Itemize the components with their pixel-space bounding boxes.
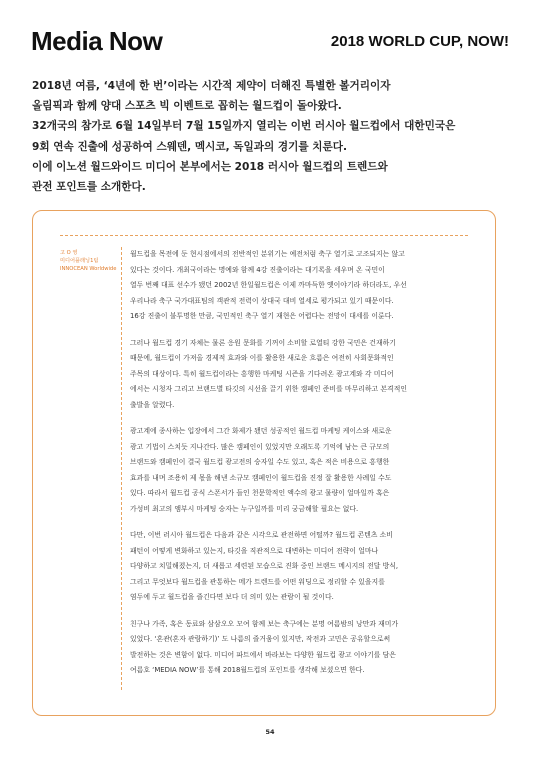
body-line: 염두에 두고 월드컵을 즐긴다면 보다 더 의미 있는 관람이 될 것이다. [130,593,334,601]
article-body [121,247,482,690]
page-header [31,26,509,62]
body-line: 때문에, 월드컵이 가져올 경제적 효과와 이를 활용한 새로운 흐름은 여전히 사회문화적인 [130,354,394,362]
body-line: 월드컵을 목전에 둔 현시점에서의 전반적인 분위기는 예전처럼 축구 열기로 고조되지는 않고 [130,250,405,258]
body-line: 여름호 ‘MEDIA NOW’를 통해 2018월드컵의 포인트를 생각해 보셨으면 한다. [130,666,365,674]
intro-line: 이에 이노션 월드와이드 미디어 본부에서는 2018 러시아 월드컵의 트렌드와 [32,160,388,173]
body-line: 광고계에 종사하는 입장에서 그간 화제가 됐던 성공적인 월드컵 마케팅 케이스와 새로운 [130,427,392,435]
body-line: 가성비 최고의 앰부시 마케팅 승자는 누구일까를 미리 궁금해할 필요는 없다. [130,504,359,513]
body-line: 있다. 따라서 월드컵 공식 스폰서가 들인 천문학적인 액수의 광고 물량이 얼마일까 혹은 [130,489,390,497]
body-line: 우리나라 축구 국가대표팀의 객관적 전력이 상대국 대비 열세로 평가되고 있기 때문이다. [130,296,394,305]
body-line: 주목의 대상이다. 특히 월드컵이라는 흥행한 마케팅 시즌을 기다려온 광고계와 각 미디어 [130,369,394,378]
body-paragraph [130,424,482,517]
body-line: 출발을 알렸다. [130,400,175,409]
body-paragraph [130,528,482,606]
body-line: 그러나 월드컵 경기 자체는 물론 응원 문화를 기꺼이 소비할 로열티 강한 국민은 건재하기 [130,338,396,347]
body-line: 패턴이 어떻게 변화하고 있는지, 타깃을 직관적으로 대변하는 미디어 전략이 얼마나 [130,546,379,555]
body-line: 에서는 시청자 그리고 브랜드별 타깃의 시선을 끌기 위한 캠페인 준비를 마무리하고 본격적인 [130,385,408,393]
article-box [32,210,496,716]
body-paragraph [130,617,482,679]
intro-line: 9회 연속 진출에 성공하여 스웨덴, 멕시코, 독일과의 경기를 치룬다. [32,140,348,153]
body-line: 그리고 무엇보다 월드컵을 관통하는 메가 트렌드를 어떤 워딩으로 정리할 수 있을지를 [130,577,385,586]
body-paragraph [130,336,482,414]
author-team: 미디어플래닝1팀 [60,258,99,264]
intro-line: 2018년 여름, ‘4년에 한 번’이라는 시간적 제약이 더해진 특별한 볼거리이자 [32,80,391,92]
author-name: 고 O 영 [60,250,78,256]
intro-line: 올림픽과 함께 양대 스포츠 빅 이벤트로 꼽히는 월드컵이 돌아왔다. [32,100,342,113]
body-line: 다만, 이번 러시아 월드컵은 다음과 같은 시각으로 관전하면 어떨까? 월드컵 콘텐츠 소비 [130,531,393,539]
body-line: 16강 진출이 불투명한 만큼, 국민적인 축구 열기 재현은 어렵다는 전망이 대세를 이룬다. [130,312,394,320]
body-line: 효과를 내며 조용히 제 몫을 해낸 소규모 캠페인이 월드컵을 진정 잘 활용한 사례일 수도 [130,473,392,482]
section-title: 2018 WORLD CUP, NOW! [330,33,509,50]
body-line: 다양하고 치밀해졌는지, 더 새롭고 세련된 모습으로 진화 중인 브랜드 메시지의 전달 방식, [130,562,399,570]
author-company: INNOCEAN Worldwide [60,266,117,272]
body-line: 광고 기법이 스치듯 지나간다. 많은 캠페인이 있었지만 오래도록 기억에 남는 큰 규모의 [130,442,390,451]
body-line: 있었다. ‘혼관(혼자 관람하기)’ 도 나름의 즐거움이 있지만, 작전과 고민은 공유할으로써 [130,635,391,643]
body-line: 발전하는 것은 변함이 없다. 미디어 파트에서 바라보는 다양한 월드컵 광고 이야기를 담은 [130,650,396,659]
body-line: 브랜드와 캠페인이 결국 월드컵 광고전의 승자일 수도 있고, 혹은 적은 비용으로 흥행한 [130,458,390,466]
page-number: 54 [265,728,275,736]
magazine-brand-title: Media Now [31,26,163,56]
body-line: 열두 번째 대표 선수가 됐던 2002년 한일월드컵은 이제 까마득한 옛이야기라 하더라도, 우선 [130,281,407,289]
body-line: 있다는 것이다. 개최국이라는 명예와 함께 4강 진출이라는 대기록을 세우며 온 국민이 [130,265,385,274]
intro-line: 32개국의 참가로 6월 14일부터 7월 15일까지 열리는 이번 러시아 월드컵에서 대한민국은 [32,120,456,133]
intro-line: 관전 포인트를 소개한다. [32,181,146,194]
body-line: 친구나 가족, 혹은 동료와 삼삼오오 모여 함께 보는 축구에는 분명 여름밤의 낭만과 재미가 [130,619,399,628]
body-paragraph [130,247,482,325]
intro-text [32,76,502,197]
dashed-divider [60,235,468,236]
